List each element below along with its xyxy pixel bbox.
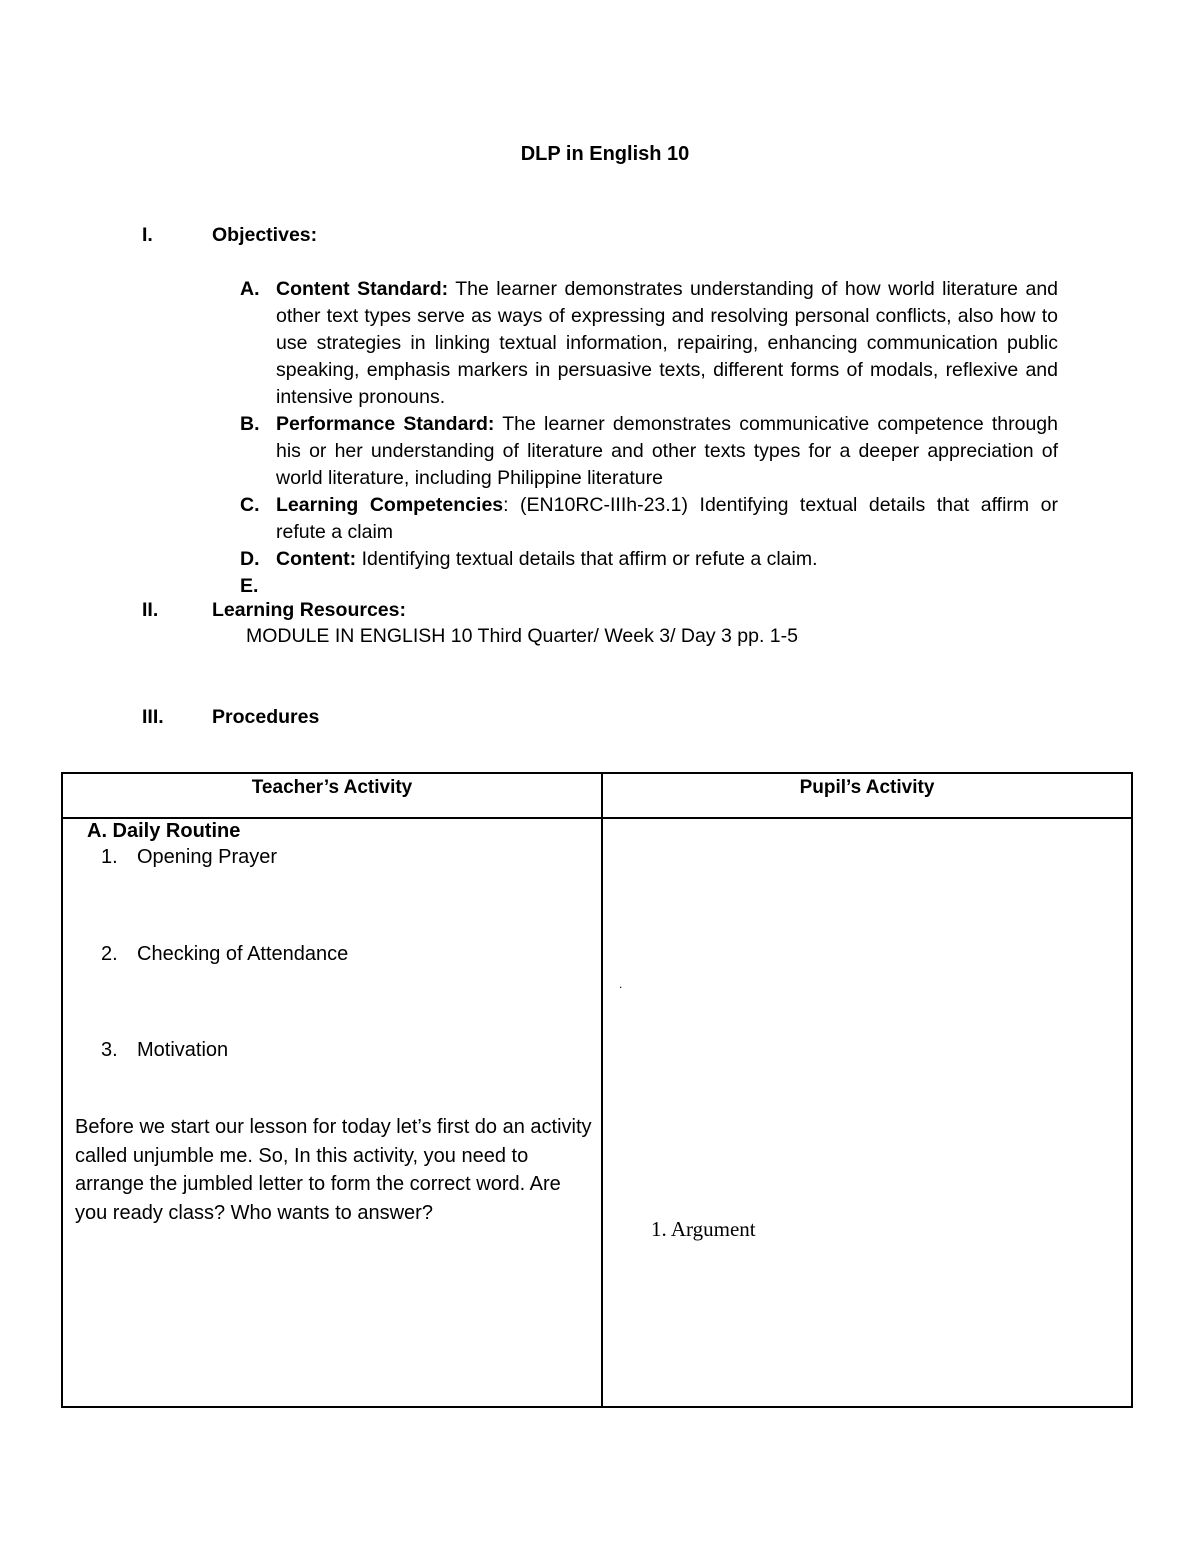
pupil-activity-cell <box>602 818 1132 1407</box>
objective-letter: B. <box>240 413 260 435</box>
objective-letter: D. <box>240 548 260 570</box>
objective-letter: A. <box>240 278 260 300</box>
objective-label: Learning Competencies <box>276 494 504 516</box>
section-heading-resources: Learning Resources: <box>212 599 406 621</box>
section-heading-objectives: Objectives: <box>212 224 318 246</box>
page-title: DLP in English 10 <box>520 143 690 165</box>
step-number: 1. <box>101 846 118 868</box>
section-numeral-resources: II. <box>142 599 159 621</box>
pupil-mark: . <box>619 977 623 991</box>
daily-routine-heading: A. Daily Routine <box>87 820 241 842</box>
section-heading-procedures: Procedures <box>212 706 320 728</box>
objective-item <box>240 492 1058 546</box>
routine-step <box>101 846 277 869</box>
objective-item <box>240 411 1058 492</box>
procedures-table <box>61 772 1133 1408</box>
objective-label: Content Standard: <box>276 278 449 300</box>
learning-resources-text: MODULE IN ENGLISH 10 Third Quarter/ Week 3/ Day 3 pp. 1-5 <box>246 625 798 647</box>
section-numeral-objectives: I. <box>142 224 153 246</box>
routine-step <box>101 943 348 966</box>
step-number: 3. <box>101 1039 118 1061</box>
objective-text: Identifying textual details that affirm or refute a claim. <box>356 548 818 570</box>
objective-letter: C. <box>240 494 260 516</box>
pupil-answer: 1. Argument <box>651 1217 756 1241</box>
section-numeral-procedures: III. <box>142 706 164 728</box>
motivation-paragraph: Before we start our lesson for today let’s first do an activity called unjumble me. So, In this activity, you need to arrange the jumbled letter to form the correct word. Are you ready class? Who wants to answer? <box>75 1116 592 1224</box>
objective-label: Content: <box>276 548 357 570</box>
objective-text: The learner demonstrates understanding of how world literature and other text types serve as ways of expressing and resolving personal conflicts, also how to use strategies in linking textual information, repairing, enhancing communication public speaking, emphasis markers in persuasive texts, different forms of modals, reflexive and intensive pronouns. <box>276 278 1059 408</box>
objective-item <box>240 546 1058 573</box>
objective-text: The learner demonstrates communicative competence through his or her understanding of literature and other texts types for a deeper appreciation of world literature, including Philippine literature <box>276 413 1058 489</box>
header-pupil-activity: Pupil’s Activity <box>602 773 1132 818</box>
header-teacher-activity: Teacher’s Activity <box>62 773 602 818</box>
step-label: Opening Prayer <box>137 846 278 868</box>
objective-item <box>240 276 1058 411</box>
objective-label: Performance Standard: <box>276 413 495 435</box>
objective-text: : (EN10RC-IIIh-23.1) Identifying textual details that affirm or refute a claim <box>276 494 1058 543</box>
table-header-row <box>62 773 1132 818</box>
step-label: Checking of Attendance <box>137 943 349 965</box>
objectives-list <box>240 276 1059 597</box>
step-number: 2. <box>101 943 118 965</box>
table-row <box>62 818 1132 1407</box>
teacher-activity-cell <box>62 818 602 1407</box>
objective-letter: E. <box>240 575 259 597</box>
routine-step <box>101 1039 228 1062</box>
step-label: Motivation <box>137 1039 229 1061</box>
